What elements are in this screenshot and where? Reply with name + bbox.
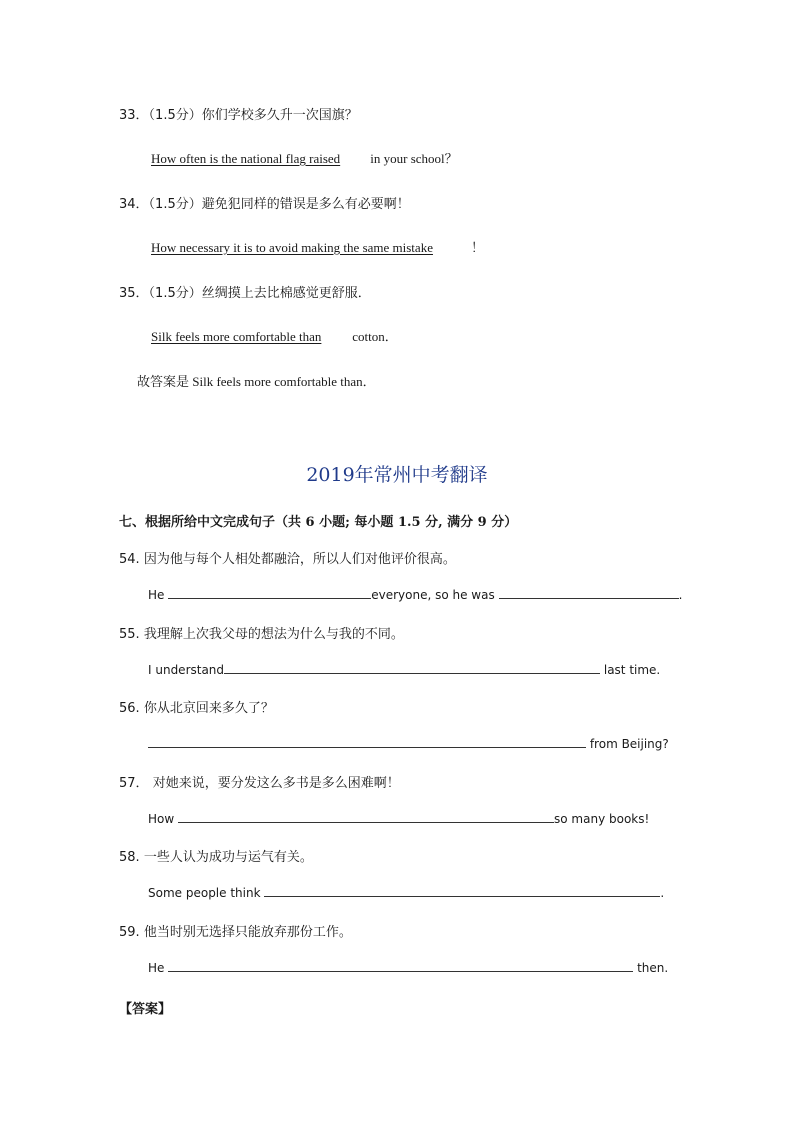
answer-end: from Beijing? (589, 737, 669, 751)
answer-text: How often is the national flag raised (151, 151, 341, 166)
question-number: 33．（1.5分） (119, 108, 202, 123)
answer-start: He (148, 961, 165, 975)
answer-58 (148, 884, 664, 900)
answer-33 (139, 148, 458, 167)
question-number: 59. (119, 925, 140, 940)
question-number: 57． (119, 776, 149, 791)
question-number: 56. (119, 701, 140, 716)
answer-suffix: in your school？ (370, 151, 458, 166)
question-57 (119, 772, 400, 791)
question-54 (119, 548, 456, 567)
question-prompt: 因为他与每个人相处都融洽，所以人们对他评价很高。 (143, 552, 456, 567)
section-heading: 七、根据所给中文完成句子（共 6 小题; 每小题 1.5 分, 满分 9 分） (119, 515, 518, 530)
answer-text: How necessary it is to avoid making the same mistake (151, 240, 433, 255)
answer-57 (148, 810, 649, 826)
question-prompt: 他当时别无选择只能放弃那份工作。 (143, 925, 352, 940)
question-59 (119, 921, 352, 940)
answer-label: 【答案】 (119, 1002, 172, 1017)
answer-blank[interactable] (264, 884, 660, 897)
answer-end: last time. (603, 663, 661, 677)
question-prompt: 对她来说，要分发这么多书是多么困难啊！ (152, 776, 400, 791)
answer-start: He (148, 588, 165, 602)
answer-end: then. (637, 961, 669, 975)
question-number: 34．（1.5分） (119, 197, 202, 212)
section-title: 2019年常州中考翻译 (306, 464, 488, 486)
question-55 (119, 623, 404, 642)
answer-start: I understand (148, 663, 225, 677)
answer-blank[interactable] (224, 661, 600, 674)
answer-blank[interactable] (499, 586, 679, 599)
question-prompt: 我理解上次我父母的想法为什么与我的不同。 (143, 627, 404, 642)
answer-56 (148, 735, 669, 751)
answer-59 (148, 959, 668, 975)
answer-blank[interactable] (148, 735, 586, 748)
question-56 (119, 697, 274, 716)
question-33 (119, 104, 358, 123)
answer-middle: everyone, so he was (371, 588, 495, 602)
answer-suffix: ！ (471, 240, 485, 255)
answer-35 (139, 326, 398, 345)
question-number: 54. (119, 552, 140, 567)
question-number: 58. (119, 850, 140, 865)
answer-blank[interactable] (168, 586, 371, 599)
question-prompt: 丝绸摸上去比棉感觉更舒服． (201, 286, 371, 301)
question-34 (119, 193, 410, 212)
answer-start: Some people think (148, 886, 261, 900)
answer-text: Silk feels more comfortable than (151, 329, 322, 344)
explanation: 故答案是 Silk feels more comfortable than． (137, 374, 376, 389)
answer-blank[interactable] (178, 810, 554, 823)
question-58 (119, 846, 313, 865)
answer-55 (148, 661, 660, 677)
answer-54 (148, 586, 682, 602)
answer-suffix: cotton． (352, 329, 398, 344)
question-prompt: 你从北京回来多久了？ (143, 701, 274, 716)
question-35 (119, 282, 371, 301)
question-number: 55. (119, 627, 140, 642)
answer-34 (139, 237, 484, 256)
question-number: 35．（1.5分） (119, 286, 202, 301)
question-prompt: 一些人认为成功与运气有关。 (143, 850, 313, 865)
answer-end: . (678, 588, 683, 602)
answer-end: . (660, 886, 665, 900)
answer-end: so many books! (554, 812, 650, 826)
answer-start: How (148, 812, 175, 826)
question-prompt: 你们学校多久升一次国旗？ (201, 108, 358, 123)
answer-blank[interactable] (168, 959, 633, 972)
question-prompt: 避免犯同样的错误是多么有必要啊！ (201, 197, 410, 212)
